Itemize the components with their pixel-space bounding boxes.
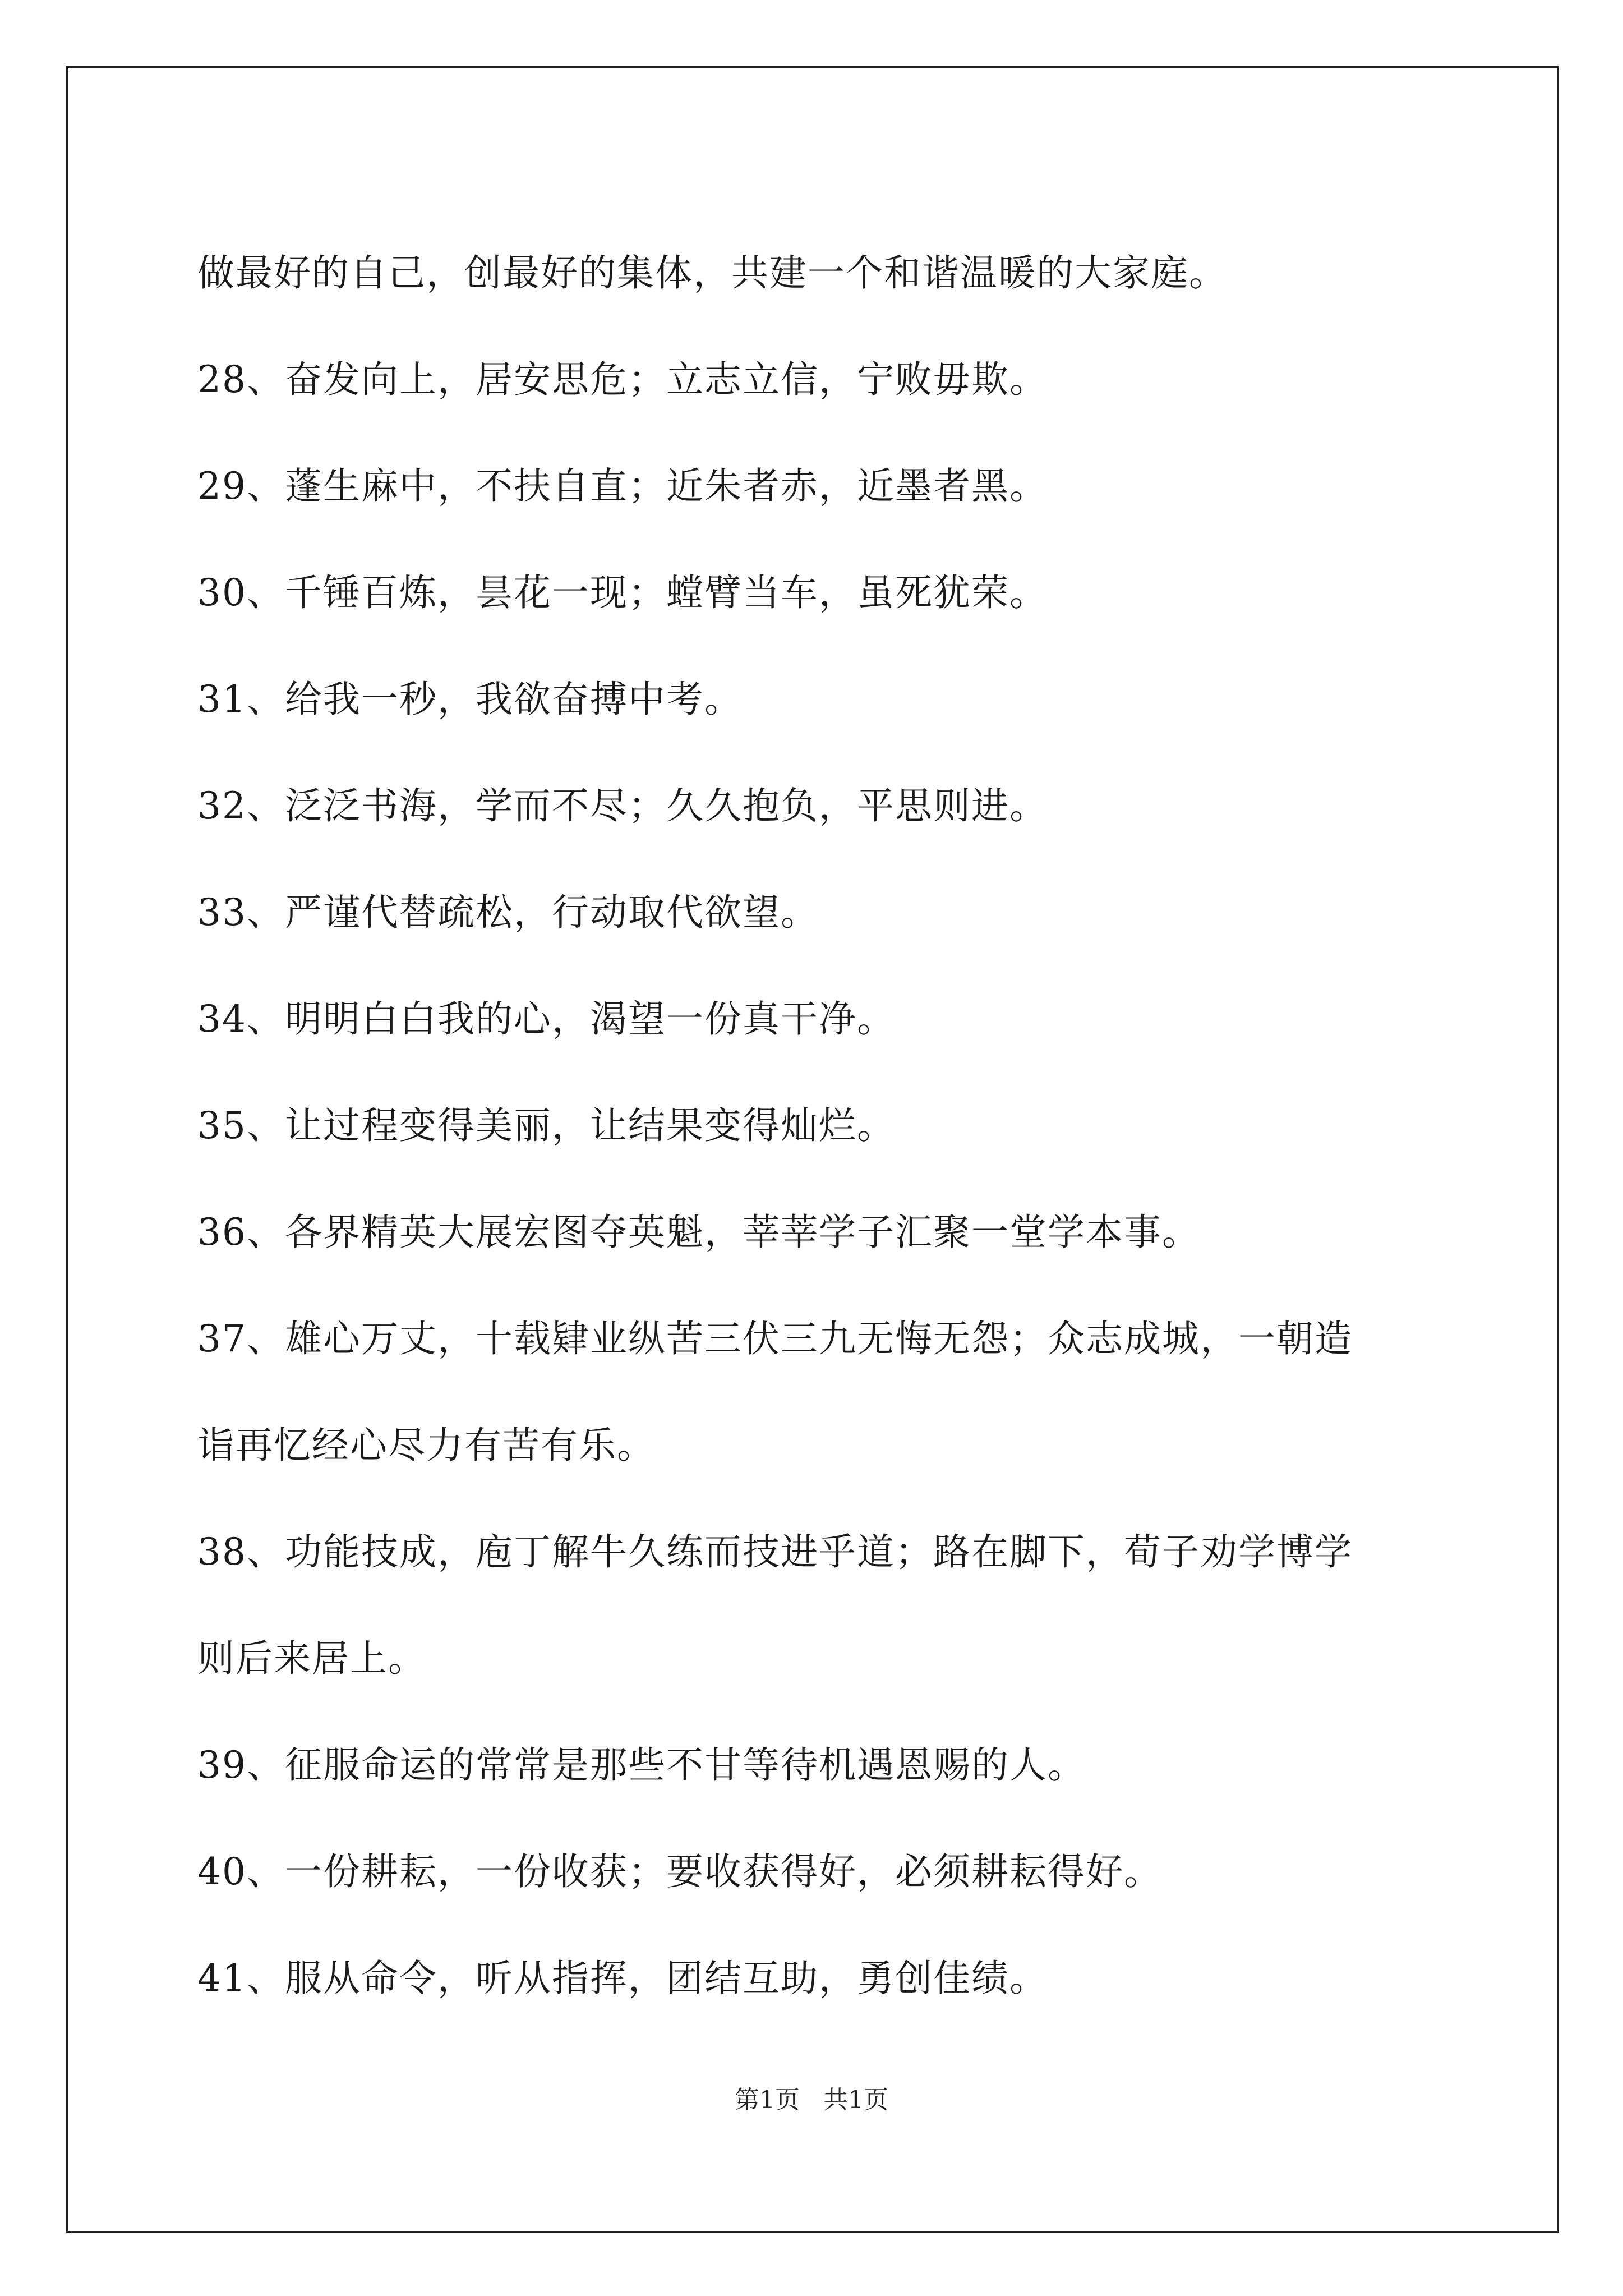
text-line: 31、给我一秒，我欲奋搏中考。	[197, 678, 743, 721]
text-line: 34、明明白白我的心，渴望一份真干净。	[197, 997, 895, 1041]
text-line: 37、雄心万丈，十载肄业纵苦三伏三九无悔无怨；众志成城，一朝造	[197, 1317, 1353, 1360]
text-line: 41、服从命令，听从指挥，团结互助，勇创佳绩。	[197, 1957, 1048, 2000]
text-line: 诣再忆经心尽力有苦有乐。	[197, 1424, 655, 1467]
text-line: 38、功能技成，庖丁解牛久练而技进乎道；路在脚下，荀子劝学博学	[197, 1530, 1353, 1573]
text-line: 36、各界精英大展宏图夺英魁，莘莘学子汇聚一堂学本事。	[197, 1211, 1200, 1254]
text-line: 则后来居上。	[197, 1637, 426, 1680]
text-line: 35、让过程变得美丽，让结果变得灿烂。	[197, 1104, 895, 1147]
text-line: 33、严谨代替疏松，行动取代欲望。	[197, 891, 819, 934]
text-line: 29、蓬生麻中，不扶自直；近朱者赤，近墨者黑。	[197, 464, 1048, 508]
text-line: 32、泛泛书海，学而不尽；久久抱负，平思则进。	[197, 784, 1048, 827]
text-line: 做最好的自己，创最好的集体，共建一个和谐温暖的大家庭。	[197, 251, 1227, 295]
text-line: 40、一份耕耘，一份收获；要收获得好，必须耕耘得好。	[197, 1850, 1162, 1893]
document-body	[197, 220, 1448, 2032]
text-line: 28、奋发向上，居安思危；立志立信，宁败毋欺。	[197, 358, 1048, 401]
page-number-footer: 第1页 共1页	[735, 2086, 888, 2114]
text-line: 39、征服命运的常常是那些不甘等待机遇恩赐的人。	[197, 1743, 1086, 1787]
text-line: 30、千锤百炼，昙花一现；螳臂当车，虽死犹荣。	[197, 571, 1048, 614]
